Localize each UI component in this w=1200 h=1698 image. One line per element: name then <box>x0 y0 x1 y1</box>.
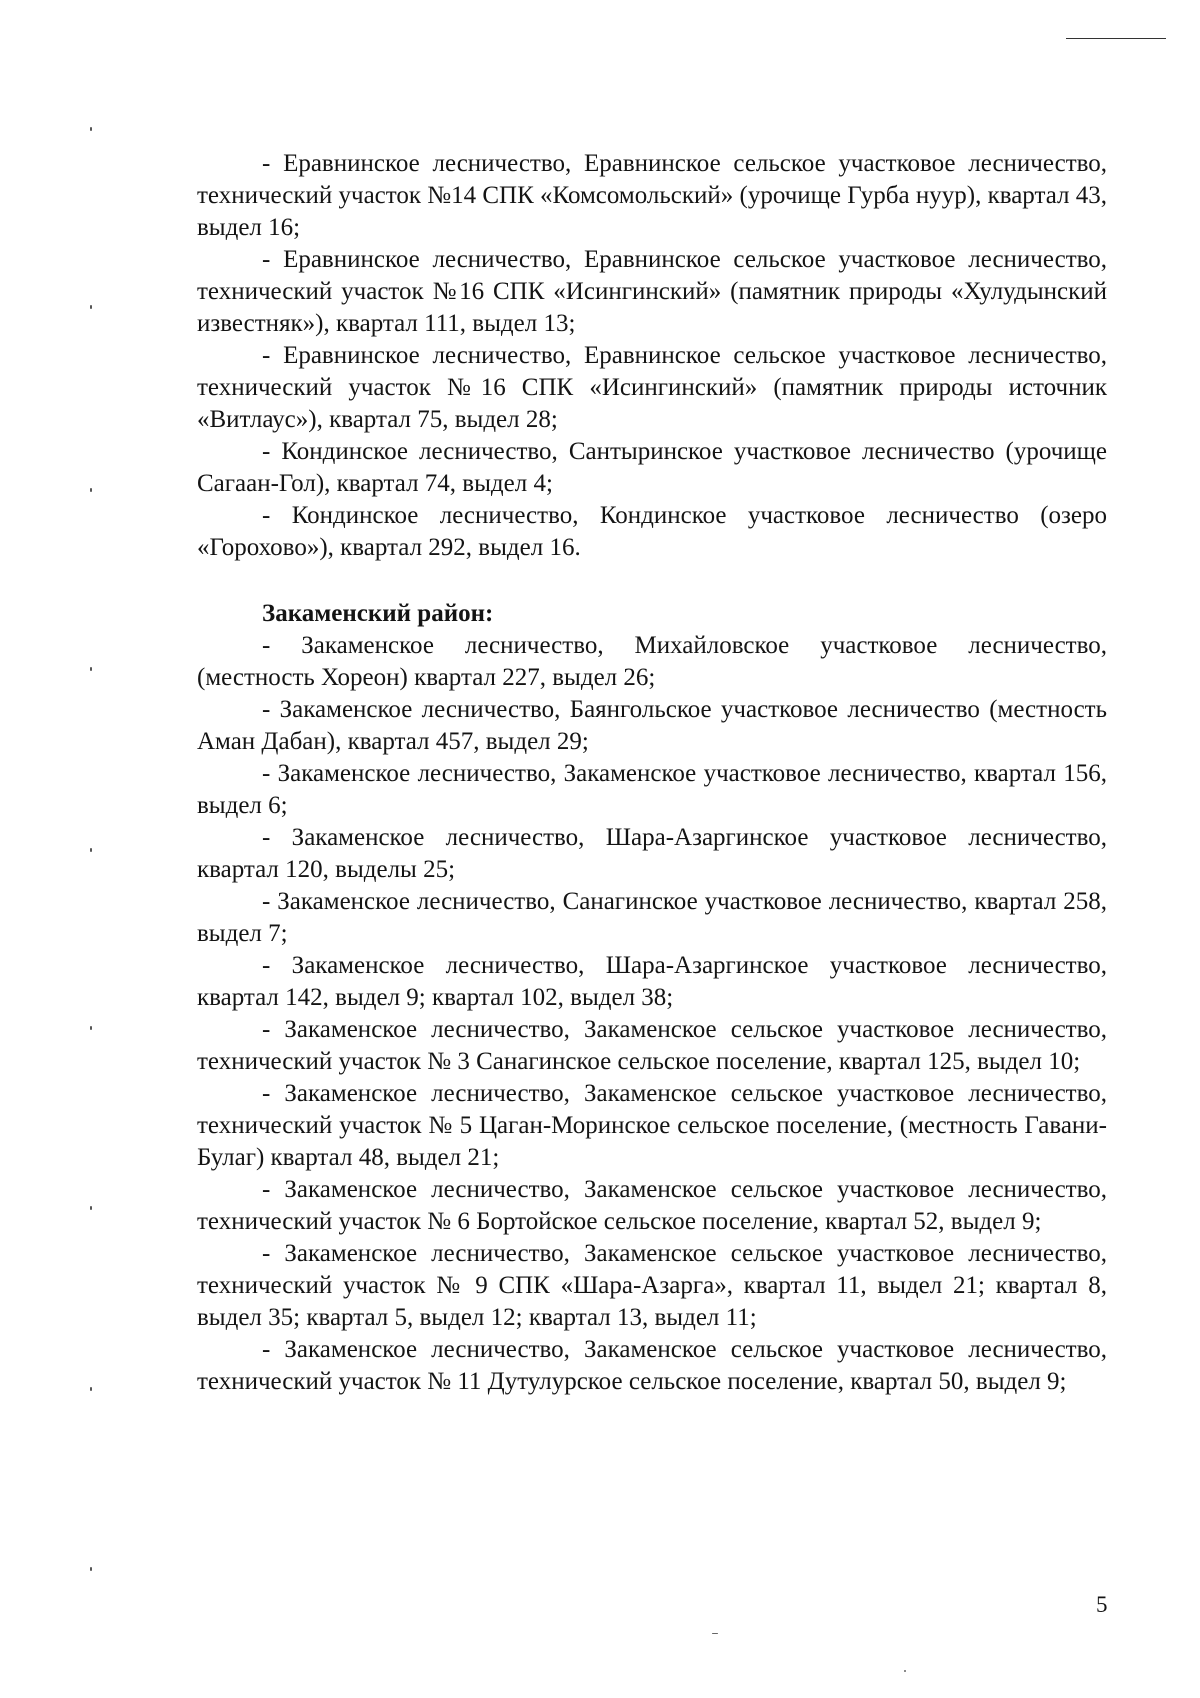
list-item: - Закаменское лесничество, Закаменское сельское участковое лесничество, технический участок № 9 СПК «Шара-Азарга», квартал 11, выдел 21; квартал 8, выдел 35; квартал 5, выдел 12; квартал 13, выдел 11; <box>197 1240 1107 1331</box>
list-item: - Закаменское лесничество, Закаменское сельское участковое лесничество, технический участок № 6 Бортойское сельское поселение, квартал 52, выдел 9; <box>197 1176 1107 1235</box>
margin-mark <box>90 1206 92 1210</box>
list-item: - Закаменское лесничество, Шара-Азаргинское участковое лесничество, квартал 120, выделы 25; <box>197 824 1107 883</box>
scan-speck <box>904 1670 906 1672</box>
margin-mark <box>90 1387 92 1391</box>
list-item: - Закаменское лесничество, Закаменское сельское участковое лесничество, технический участок № 5 Цаган-Моринское сельское поселение, (местность Гавани-Булаг) квартал 48, выдел 21; <box>197 1080 1107 1171</box>
margin-mark <box>90 667 92 671</box>
margin-mark <box>90 848 92 852</box>
list-item: - Закаменское лесничество, Баянгольское участковое лесничество (местность Аман Дабан), квартал 457, выдел 29; <box>197 696 1107 755</box>
scan-speck <box>712 1633 718 1634</box>
list-item: - Закаменское лесничество, Михайловское участковое лесничество, (местность Хореон) квартал 227, выдел 26; <box>197 632 1107 691</box>
list-item: - Еравнинское лесничество, Еравнинское сельское участковое лесничество, технический участок №16 СПК «Исингинский» (памятник природы источник «Витлаус»), квартал 75, выдел 28; <box>197 342 1107 433</box>
margin-mark <box>90 488 92 492</box>
margin-mark <box>90 1026 92 1030</box>
section-eravna <box>197 148 1107 564</box>
section-zakamensk <box>197 598 1107 1398</box>
list-item: - Закаменское лесничество, Закаменское участковое лесничество, квартал 156, выдел 6; <box>197 760 1107 819</box>
list-item: - Закаменское лесничество, Закаменское сельское участковое лесничество, технический участок № 11 Дутулурское сельское поселение, квартал 50, выдел 9; <box>197 1336 1107 1395</box>
margin-mark <box>90 1567 92 1571</box>
section-heading: Закаменский район: <box>262 600 494 627</box>
header-rule <box>1066 38 1166 39</box>
list-item: - Закаменское лесничество, Шара-Азаргинское участковое лесничество, квартал 142, выдел 9; квартал 102, выдел 38; <box>197 952 1107 1011</box>
page-number: 5 <box>1096 1592 1108 1617</box>
list-item: - Закаменское лесничество, Закаменское сельское участковое лесничество, технический участок № 3 Санагинское сельское поселение, квартал 125, выдел 10; <box>197 1016 1107 1075</box>
list-item: - Закаменское лесничество, Санагинское участковое лесничество, квартал 258, выдел 7; <box>197 888 1107 947</box>
list-item: - Кондинское лесничество, Кондинское участковое лесничество (озеро «Горохово»), квартал 292, выдел 16. <box>197 502 1107 561</box>
document-body <box>197 148 1107 1398</box>
list-item: - Кондинское лесничество, Сантыринское участковое лесничество (урочище Сагаан-Гол), квартал 74, выдел 4; <box>197 438 1107 497</box>
list-item: - Еравнинское лесничество, Еравнинское сельское участковое лесничество, технический участок №16 СПК «Исингинский» (памятник природы «Хулудынский известняк»), квартал 111, выдел 13; <box>197 246 1107 337</box>
margin-mark <box>90 127 92 131</box>
margin-mark <box>90 305 92 309</box>
list-item: - Еравнинское лесничество, Еравнинское сельское участковое лесничество, технический участок №14 СПК «Комсомольский» (урочище Гурба нуур), квартал 43, выдел 16; <box>197 150 1107 241</box>
